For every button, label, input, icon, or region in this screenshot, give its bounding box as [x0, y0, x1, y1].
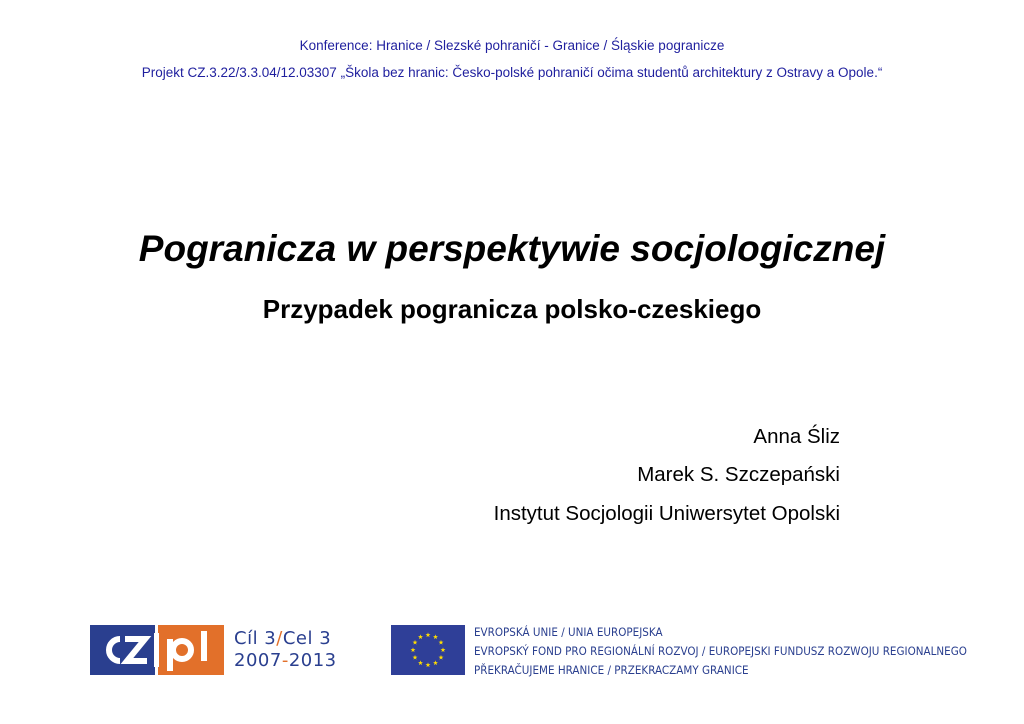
project-line: Projekt CZ.3.22/3.3.04/12.03307 „Škola bez hranic: Česko-polské pohraničí očima studentů architektury z Ostravy a Opole.“	[141, 65, 883, 80]
presentation-subtitle: Przypadek pogranicza polsko-czeskiego	[262, 294, 762, 324]
eu-flag-icon	[391, 625, 465, 675]
eu-funding-text	[474, 623, 1024, 680]
eu-line-2: EVROPSKÝ FOND PRO REGIONÁLNÍ ROZVOJ / EUROPEJSKI FUNDUSZ ROZWOJU REGIONALNEGO	[474, 644, 967, 658]
institute-name: Instytut Socjologii Uniwersytet Opolski	[493, 502, 840, 525]
presentation-title: Pogranicza w perspektywie socjologicznej	[138, 228, 886, 269]
conference-line: Konference: Hranice / Slezské pohraničí - Granice / Śląskie pogranicze	[299, 38, 725, 53]
year-start: 2007	[234, 650, 282, 671]
cil-label: Cíl 3	[234, 628, 277, 649]
author-name: Marek S. Szczepański	[637, 463, 840, 486]
dash-separator: -	[281, 650, 289, 671]
czpl-logo	[90, 625, 224, 675]
program-label	[234, 628, 337, 672]
slash-separator: /	[276, 628, 283, 649]
eu-line-1: EVROPSKÁ UNIE / UNIA EUROPEJSKA	[474, 625, 663, 639]
eu-line-3: PŘEKRAČUJEME HRANICE / PRZEKRACZAMY GRANICE	[474, 663, 749, 677]
author-name: Anna Śliz	[753, 425, 840, 448]
cel-label: Cel 3	[282, 628, 332, 649]
year-end: 2013	[288, 650, 337, 671]
